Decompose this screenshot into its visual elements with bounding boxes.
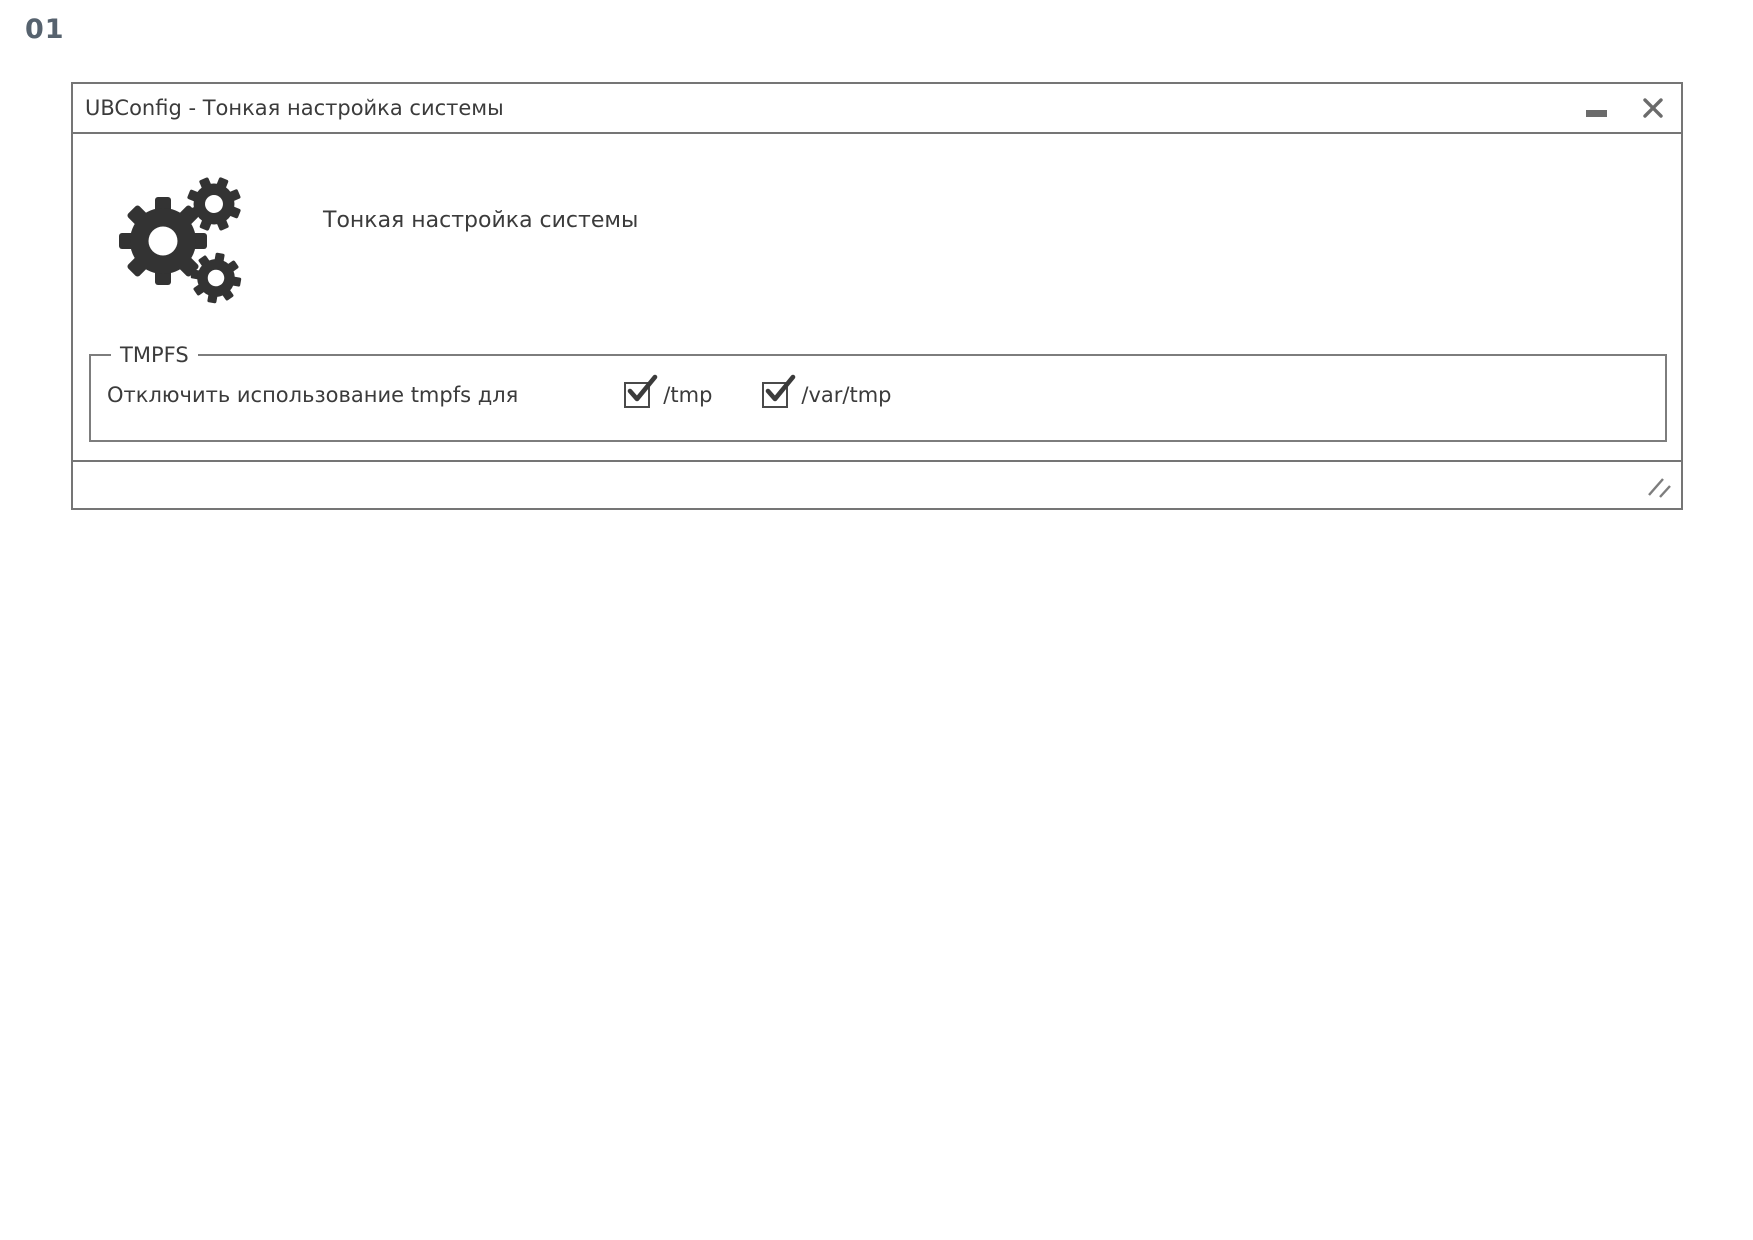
tmpfs-groupbox-legend: TMPFS — [111, 342, 198, 368]
minimize-icon[interactable] — [1586, 84, 1607, 132]
tmpfs-groupbox — [89, 343, 1667, 442]
tmpfs-row-label: Отключить использование tmpfs для — [107, 383, 519, 407]
checkbox-var-tmp-box[interactable] — [762, 382, 788, 408]
status-bar — [73, 460, 1681, 508]
resize-grip-icon[interactable] — [1646, 476, 1672, 502]
ubconfig-window — [71, 82, 1683, 510]
checkbox-tmp[interactable] — [624, 382, 712, 408]
checkbox-var-tmp-label: /var/tmp — [801, 383, 892, 407]
slide-number: 01 — [25, 14, 65, 45]
checkbox-tmp-box[interactable] — [624, 382, 650, 408]
checkbox-var-tmp[interactable] — [762, 382, 891, 408]
checkbox-tmp-label: /tmp — [663, 383, 713, 407]
gears-icon — [117, 164, 249, 304]
page-heading: Тонкая настройка системы — [323, 208, 639, 233]
close-icon[interactable] — [1641, 96, 1665, 120]
window-content — [73, 134, 1681, 460]
minimize-dash — [1586, 110, 1607, 117]
checkmark-icon — [624, 373, 658, 407]
checkmark-icon — [762, 373, 796, 407]
window-title: UBConfig - Тонкая настройка системы — [85, 96, 504, 120]
tmpfs-row — [91, 356, 1665, 408]
window-titlebar — [73, 84, 1681, 134]
